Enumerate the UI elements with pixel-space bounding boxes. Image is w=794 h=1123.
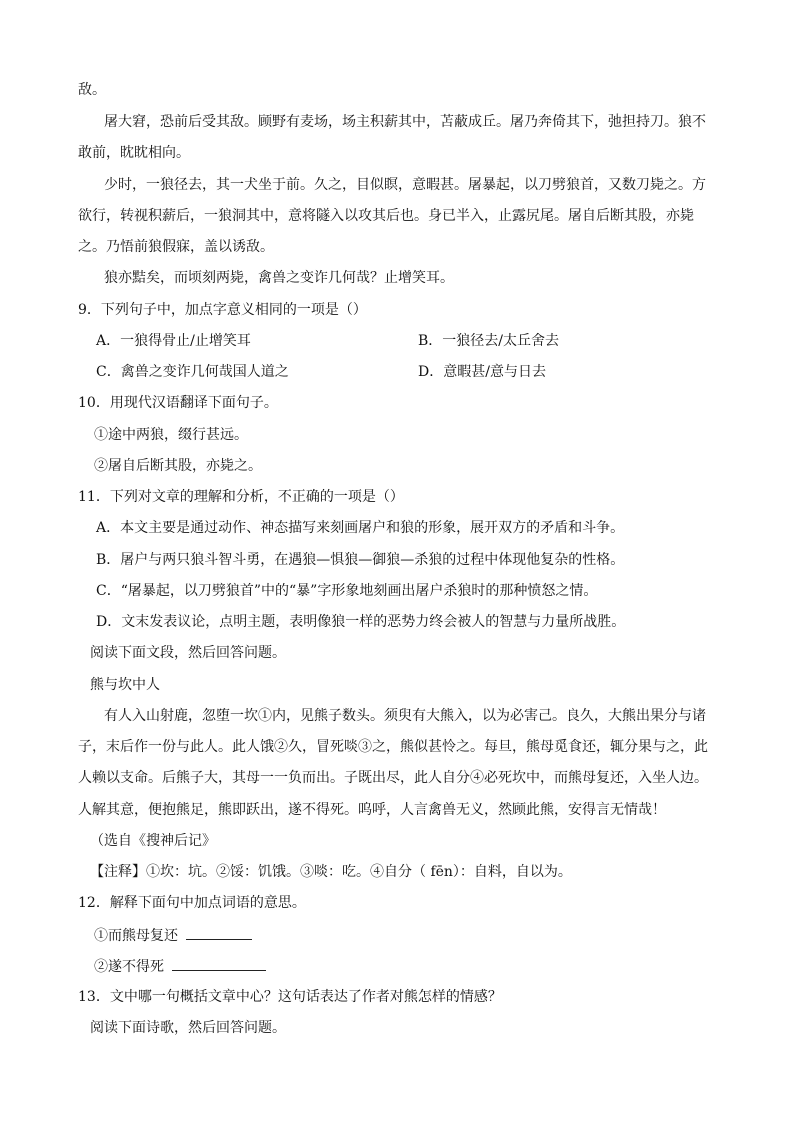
question-13: 13．文中哪一句概括文章中心？这句话表达了作者对熊怎样的情感？ xyxy=(78,989,502,1005)
option-d: D．意暇甚/意与日去 xyxy=(418,364,546,380)
sentence-1: ①途中两狼，缀行甚远。 xyxy=(94,427,248,443)
question-12: 12．解释下面句中加点词语的意思。 xyxy=(78,895,306,911)
option-c: C．禽兽之变诈几何哉国人道之 xyxy=(96,364,289,380)
answer-blank[interactable] xyxy=(186,925,252,940)
option-a: A．一狼得骨止/止增笑耳 xyxy=(96,333,251,349)
passage-line: 人赖以支命。后熊子大，其母一一负而出。子既出尽，此人自分④必死坎中，而熊母复还，入坐人边。 xyxy=(78,770,708,786)
annotation: 【注释】①坎：坑。②馁：饥饿。③啖：吃。④自分（ fēn）：自料，自以为。 xyxy=(90,864,572,880)
item-1 xyxy=(94,925,252,946)
option-a: A．本文主要是通过动作、神态描写来刻画屠户和狼的形象，展开双方的矛盾和斗争。 xyxy=(96,520,625,536)
option-b: B．屠户与两只狼斗智斗勇，在遇狼—惧狼—御狼—杀狼的过程中体现他复杂的性格。 xyxy=(96,552,625,568)
answer-blank[interactable] xyxy=(172,956,266,971)
question-9: 9．下列句子中，加点字意义相同的一项是（） xyxy=(78,302,367,318)
item-2 xyxy=(94,956,266,977)
passage-line: 子，末后作一份与此人。此人饿②久，冒死啖③之，熊似甚怜之。每旦，熊母觅食还，辄分果与之，此 xyxy=(78,739,708,755)
item-text: ②遂不得死 xyxy=(94,959,164,975)
sentence-2: ②屠自后断其股，亦毙之。 xyxy=(94,458,262,474)
passage-line: 欲行，转视积薪后，一狼洞其中，意将隧入以攻其后也。身已半入，止露尻尾。屠自后断其股，亦毙 xyxy=(78,208,694,224)
passage-line: 少时，一狼径去，其一犬坐于前。久之，目似瞑，意暇甚。屠暴起，以刀劈狼首，又数刀毙之。方 xyxy=(104,177,706,193)
item-text: ①而熊母复还 xyxy=(94,928,178,944)
reading-instruction: 阅读下面诗歌，然后回答问题。 xyxy=(90,1020,286,1036)
option-d: D．文末发表议论，点明主题，表明像狼一样的恶势力终会被人的智慧与力量所战胜。 xyxy=(96,614,626,630)
question-10: 10．用现代汉语翻译下面句子。 xyxy=(78,395,278,411)
passage-line: 敢前，眈眈相向。 xyxy=(78,145,190,161)
passage-line: 狼亦黠矣，而顷刻两毙，禽兽之变诈几何哉？止增笑耳。 xyxy=(104,270,454,286)
reading-instruction: 阅读下面文段，然后回答问题。 xyxy=(90,645,286,661)
passage-title: 熊与坎中人 xyxy=(90,677,160,693)
passage-line: 敌。 xyxy=(78,82,106,98)
option-b: B．一狼径去/太丘舍去 xyxy=(418,333,560,349)
question-11: 11．下列对文章的理解和分析，不正确的一项是（） xyxy=(78,489,404,505)
passage-line: 有人入山射鹿，忽堕一坎①内，见熊子数头。须臾有大熊入，以为必害己。良久，大熊出果分与诸 xyxy=(104,708,706,724)
passage-line: 之。乃悟前狼假寐，盖以诱敌。 xyxy=(78,239,274,255)
passage-line: 屠大窘，恐前后受其敌。顾野有麦场，场主积薪其中，苫蔽成丘。屠乃奔倚其下，弛担持刀。狼不 xyxy=(104,114,706,130)
source-note: （选自《搜神后记》 xyxy=(90,833,216,849)
option-c: C．“屠暴起，以刀劈狼首”中的“暴”字形象地刻画出屠户杀狼时的那种愤怒之情。 xyxy=(96,583,598,599)
passage-line: 人解其意，便抱熊足，熊即跃出，遂不得死。呜呼，人言禽兽无义，然顾此熊，安得言无情哉！ xyxy=(78,802,666,818)
